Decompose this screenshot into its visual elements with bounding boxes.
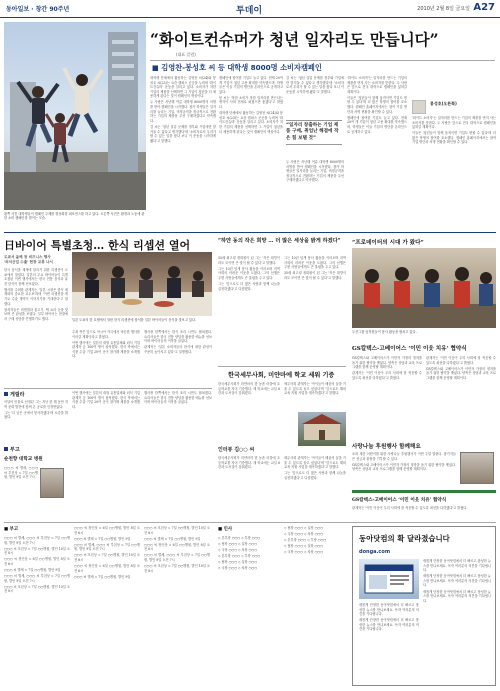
lead-byline: (대표 칼럼)	[176, 52, 196, 57]
story-paragraph: 한국세무사회가 미얀마의 한 농촌 마을에 초등학교를 지어 기증했다. 새 학교에는 교실 6칸과 도서실이 갖춰졌다.	[218, 456, 280, 470]
people-column	[4, 400, 68, 442]
people-paragraph: 그는 '더 낮은 곳에서 봉사하겠다'며 소감을 밝혔다.	[4, 410, 68, 420]
story-paragraph: 그는 '앞으로도 더 많은 사람과 함께 나눔을 실천하겠다'고 다짐했다.	[218, 281, 280, 291]
personnel-item: ◇ 본부장 ○○○ ◇ 부장 ○○○	[284, 538, 327, 543]
people-paragraph: 행사장 한쪽에서는 한식 조리 시연도 펼쳐졌다. 요리사들은 한국 전통 양념을 활용한 메뉴를 선보이며 바이어들의 이목을 끌었다.	[144, 391, 212, 405]
hansik-photo	[72, 252, 212, 316]
listing-item: ○○○ 씨 장인상 = 6일 ○○병원, 발인 8일 오전 6시	[144, 542, 210, 552]
personnel-item: ◇ 팀장 ○○○ ◇ 실장 ○○○	[284, 526, 323, 530]
bottom-head-left: ■ 부고	[4, 527, 19, 532]
school-photo	[298, 412, 346, 446]
issue-date: 2010년 2월 8일 금요일	[417, 6, 470, 12]
listing-item: ○○○ 씨 별세 = 7일 ○○병원, 발인 9일	[74, 536, 131, 541]
section-divider	[4, 232, 496, 233]
people-column-2	[72, 391, 140, 442]
listing-item: ○○○ 씨 별세, ○○○ 씨 부친상 = 7일 ○○병원, 발인 9일 오전 7시	[144, 553, 210, 563]
mid-lower-headline: 인터뷰 김○○ 씨	[218, 447, 255, 453]
lead-column-3	[286, 76, 344, 118]
story-paragraph: 세무사회 관계자는 '아이들이 배움의 꿈을 키울 수 있도록 돕고 싶었다'며 '앞으로도 해외 교육 지원 사업을 계속하겠다'고 말했다.	[284, 456, 346, 470]
right-story-photo	[352, 248, 496, 328]
gs-paragraph: 관계자는 '이민 이웃이 우리 사회에 잘 적응할 수 있도록 최선을 다하겠다'고 밝혔다.	[426, 356, 496, 365]
mini-portrait	[412, 100, 426, 114]
lead-side-paragraph: 이들은 '청년들이 함께 움직이면 기업도 변할 수 있다'며 더 많은 학생의 참여를 호소했다. 캠페인 홈페이지에서는 참여 기업 명단과 서명 현황을 확인할 수 있다.	[412, 131, 496, 145]
lead-column-1	[150, 76, 216, 226]
story-paragraph: 35세 최고령 정회원이 된 그는 '작은 희망이라도 모이면 큰 빛이 될 수 있다'고 말했다.	[284, 271, 346, 280]
story-headline-1: “하얀 동의 작은 희망 … 더 많은 세상을 밝게 하겠다”	[218, 238, 341, 244]
promo-paragraph: 관계자는 '이민 이웃이 우리 사회에 잘 적응할 수 있도록 최선을 다하겠다'고 밝혔다.	[352, 506, 468, 510]
people-box-title	[4, 391, 25, 398]
right-story-headline: “프로데이터의 시대 가 왔다”	[352, 240, 424, 246]
lead-column-5	[412, 116, 496, 226]
bottom-head-right: ■ 인사	[218, 527, 233, 532]
story-2-column-b	[284, 382, 346, 412]
personnel-item: ◇ 본부장 ○○○ ◇ 부장 ○○○	[218, 554, 261, 559]
lead-side-paragraph: 이들은 '청년들이 함께 움직이면 기업도 변할 수 있다'며 더 많은 학생의 참여를 호소했다. 캠페인 홈페이지에서는 참여 기업 명단과 서명 현황을 확인할 수 있다.	[347, 95, 407, 114]
society-portrait	[460, 452, 494, 484]
ad-paragraph: 새롭게 단장한 동아닷컴에서 더 빠르고 풍성한 뉴스를 만나보세요. 독자 여러분의 의견을 기다립니다.	[359, 618, 419, 632]
people-box-label: 게릴라	[10, 392, 25, 398]
lead-paragraph: 두 사람은 지난해 여름 대학생 8000명의 서명을 받아 캠페인을 시작했다. 참가 학생들은 일자리를 늘리는 기업, 비정규직을 정규직으로 전환하는 기업의 제품을 우선 구매하겠다고 약속했다.	[286, 160, 344, 183]
society-text	[352, 452, 456, 486]
section-title: 투데이	[236, 6, 263, 16]
donga-ad-box[interactable]	[352, 526, 496, 686]
listing-item: ○○○ 씨 별세, ○○○ 씨 부친상 = 7일 ○○병원, 발인 9일 오전 7시	[74, 542, 140, 552]
paper-name: 동아일보 · 창간 90주년	[6, 6, 70, 13]
lead-paragraph: 김 씨는 '청년 실업 문제를 정부와 기업에만 맡겨둘 수 없다고 생각했다'며 '소비자로서 우리가 할 수 있는 일을 찾다 보니 이 운동을 시작하게 됐다'고 말했다.	[150, 124, 216, 143]
obituary-label: 부고	[10, 447, 20, 453]
society-paragraph: GS칼텍스와 고베이어스가 이민자 가정의 정착을 돕기 위한 협약을 맺었다. 양측은 상담과 교육 프로그램을 함께 운영할 계획이다.	[352, 462, 456, 472]
listing-item: ○○○ 씨 장인상 = 6일 ○○병원, 발인 8일 오전 6시	[74, 564, 140, 573]
lead-paragraph: 봉 씨는 '착한 소비가 착한 일자리를 만든다는 생각이 사회 전체로 퍼졌으면 좋겠다'고 밝혔다.	[219, 95, 283, 110]
personnel-item: ◇ 국장 ○○○ ◇ 차장 ○○○	[218, 548, 257, 553]
lead-side-paragraph: '화이트 소비자'는 일자리를 만드는 기업의 제품을 먼저 사는 소비자를 뜻한다. 두 사람은 앞으로 전국 대학으로 캠페인을 넓혀갈 계획이다.	[412, 116, 496, 130]
hansik-paragraph: 주최 측은 앞으로 아시아 각국에서 비슷한 행사를 이어갈 계획이라고 밝혔다.	[72, 330, 140, 339]
listing-item: ○○○ 씨 별세, ○○○ 씨 부친상 = 7일 ○○병원, 발인 9일 오전 7시	[4, 536, 70, 545]
lead-paragraph: 두 사람은 지난해 여름 대학생 8000명의 서명을 받아 캠페인을 시작했다. 참가 학생들은 일자리를 늘리는 기업, 비정규직을 정규직으로 전환하는 기업의 제품을 우선 구매하겠다고 약속했다.	[150, 100, 216, 123]
story-paragraph: 한국세무사회가 미얀마의 한 농촌 마을에 초등학교를 지어 기증했다. 새 학교에는 교실 6칸과 도서실이 갖춰졌다.	[218, 382, 280, 396]
personnel-item: ◇ 팀장 ○○○ ◇ 실장 ○○○	[218, 542, 257, 547]
obituary-title	[4, 446, 20, 453]
ad-url[interactable]: donga.com	[359, 549, 391, 555]
bottom-divider	[4, 522, 496, 523]
society-headline: 사랑나눔 후원행사 함께해요	[352, 444, 421, 450]
lead-paragraph: 대학생 단체에서 활동하는 김영찬 씨(24)와 봉성호 씨(23)는 요즘 캠퍼스 곳곳을 누비며 '화이트컨슈머' 운동을 알리고 있다. 소비자가 착한 기업의 제품을 선택하면 그 기업이 청년을 더 채용하게 된다는 것이 캠페인의 핵심이다.	[219, 111, 283, 134]
ad-paragraph: 새롭게 단장한 동아닷컴에서 더 빠르고 풍성한 뉴스를 만나보세요. 독자 여러분의 의견을 기다립니다.	[359, 603, 419, 617]
story-1-column-a	[218, 256, 280, 362]
personnel-item: ◇ 팀장 ○○○ ◇ 실장 ○○○	[284, 544, 323, 549]
lead-paragraph: 캠페인에 참여한 기업도 늘고 있다. 현재 20여 개 기업이 청년 고용 확대를 약속했으며, 학생들은 이들 기업의 명단을 온라인으로 공개하고 있다.	[347, 115, 407, 134]
page-number: A27	[473, 2, 495, 13]
side-portrait-label: 봉성호(오른쪽)	[430, 101, 457, 106]
story-1-column-b	[284, 256, 346, 362]
bullet-square-icon	[4, 392, 8, 396]
gs-paragraph: GS칼텍스와 고베이어스가 이민자 가정의 정착을 돕기 위한 협약을 맺었다. 양측은 상담과 교육 프로그램을 함께 운영할 계획이다.	[352, 356, 422, 370]
personnel-item: ◇ 본부장 ○○○ ◇ 부장 ○○○	[218, 536, 261, 540]
bottom-column-4	[218, 536, 280, 686]
bottom-column-5	[284, 526, 346, 686]
lead-paragraph: 캠페인에 참여한 기업도 늘고 있다. 현재 20여 개 기업이 청년 고용 확대를 약속했으며, 학생들은 이들 기업의 명단을 온라인으로 공개하고 있다.	[219, 76, 283, 94]
obituary-portrait	[40, 468, 64, 498]
masthead	[0, 0, 500, 18]
personnel-item: ◇ 국장 ○○○ ◇ 차장 ○○○	[284, 532, 323, 537]
hansik-paragraph: 행사를 주최한 관계자는 '일본 시장은 한식 세계화의 중요한 교두보'라며 '이번 리셉션을 계기로 수출 계약이 이어지기를 기대한다'고 말했다.	[4, 287, 68, 306]
gs-column-a	[352, 356, 422, 436]
right-story-photo-caption: 두산그룹 임직원들이 봉사 활동을 펼치고 있다.	[352, 330, 417, 334]
lead-side-paragraph: '화이트 소비자'는 일자리를 만드는 기업의 제품을 먼저 사는 소비자를 뜻한다. 두 사람은 앞으로 전국 대학으로 캠페인을 넓혀갈 계획이다.	[347, 76, 407, 94]
hansik-column-1	[4, 268, 68, 383]
people-column-3	[144, 391, 212, 442]
listing-item: ○○○ 씨 모친상 = 7일 ○○병원, 발인 10일 오전 8시	[74, 553, 140, 563]
gs-paragraph: 관계자는 '이민 이웃이 우리 사회에 잘 적응할 수 있도록 최선을 다하겠다'고 밝혔다.	[352, 371, 422, 380]
story-paragraph: 35세 최고령 정회원이 된 그는 '작은 희망이라도 모이면 큰 빛이 될 수 있다'고 말했다.	[218, 256, 280, 265]
ad-paragraph: 새롭게 단장한 동아닷컴에서 더 빠르고 풍성한 뉴스를 만나보세요. 독자 여러분의 의견을 기다립니다.	[423, 574, 491, 588]
hansik-column-2	[72, 330, 140, 383]
listing-item: ○○○ 씨 모친상 = 7일 ○○병원, 발인 10일 오전 8시	[144, 526, 210, 535]
hansik-headline: 日바이어 특별초청… 한식 리셉션 열어	[4, 239, 191, 252]
hansik-paragraph: 행사장 한쪽에서는 한식 조리 시연도 펼쳐졌다. 요리사들은 한국 전통 양념을 활용한 메뉴를 선보이며 바이어들의 이목을 끌었다.	[144, 330, 212, 344]
lead-photo	[4, 22, 146, 210]
bullet-square-icon	[4, 447, 8, 451]
story-paragraph: 그는 10년 넘게 봉사 활동을 이어오며 지역 사회의 어려운 이웃을 도왔다. 그의 선행은 주변 사람들에게도 큰 울림을 주고 있다.	[284, 256, 346, 270]
promo-text	[352, 506, 496, 520]
hansik-paragraph: 관계자는 '일본 소비자들의 한식에 대한 관심이 꾸준히 높아지고 있다'고 설명했다.	[144, 345, 212, 354]
personnel-item: ◇ 팀장 ○○○ ◇ 실장 ○○○	[218, 560, 257, 565]
lead-column-3b	[286, 160, 344, 226]
personnel-item: ◇ 국장 ○○○ ◇ 차장 ○○○	[218, 566, 257, 571]
gs-paragraph: GS칼텍스와 고베이어스가 이민자 가정의 정착을 돕기 위한 협약을 맺었다. 양측은 상담과 교육 프로그램을 함께 운영할 계획이다.	[426, 366, 496, 380]
listing-item: ○○○ 씨 별세, ○○○ 씨 부친상 = 7일 ○○병원, 발인 9일 오전 7시	[4, 574, 70, 583]
mid-lower-column-a	[218, 456, 280, 520]
hansik-paragraph: 이번 행사에는 일본의 대형 유통업체와 외식 기업 관계자 등 100여 명이 참석했다. 한국 측에서는 식품 수출 기업 20여 곳이 참가해 제품을 소개했다.	[72, 340, 140, 359]
lead-photo-caption: 왼쪽 사진 대학생들이 캠페인 주제를 형상화한 퍼포먼스를 하고 있다. 오른쪽 사진은 환경과 노동에 관한 소비 캠페인을 벌이는 모습.	[4, 212, 145, 221]
obituary-headline: 순천향 대학교 병원	[4, 457, 43, 462]
ad-paragraph: 새롭게 단장한 동아닷컴에서 더 빠르고 풍성한 뉴스를 만나보세요. 독자 여러분의 의견을 기다립니다.	[423, 589, 491, 603]
ad-headline: 동아닷컴의 확 달라졌습니다	[359, 534, 450, 543]
story-divider	[218, 366, 346, 367]
mid-lower-column-b	[284, 456, 346, 520]
listing-item: ○○○ 씨 별세 = 7일 ○○병원, 발인 9일	[74, 574, 131, 579]
lead-pullquote: “일자리 창출하는 기업 제품 구매, 취업난 해결에 작은 힘 보탤 것”	[286, 120, 342, 145]
listing-item: ○○○ 씨 모친상 = 7일 ○○병원, 발인 10일 오전 8시	[4, 584, 70, 594]
hansik-photo-caption: 일본 도쿄의 한 호텔에서 열린 한식 리셉션에 참석한 일본 바이어들이 음식을 맛보고 있다.	[72, 318, 197, 322]
gs-column-b	[426, 356, 496, 436]
listing-item: ○○○ 씨 모친상 = 7일 ○○병원, 발인 10일 오전 8시	[4, 546, 70, 556]
story-paragraph: 그는 10년 넘게 봉사 활동을 이어오며 지역 사회의 어려운 이웃을 도왔다. 그의 선행은 주변 사람들에게도 큰 울림을 주고 있다.	[218, 266, 280, 280]
hansik-paragraph: 한국 음식을 세계에 알리기 위한 리셉션이 도쿄에서 열렸다. 일본의 주요 바이어들이 특별 초청된 이번 행사에서는 한국 전통 음식과 퓨전 한식이 함께 선보였다.	[4, 268, 68, 286]
hansik-paragraph: 참석자들은 비빔밥과 불고기, 떡 요리 등을 맛보며 큰 관심을 보였다. 일부 바이어는 현장에서 구매 상담을 진행하기도 했다.	[4, 307, 68, 321]
hansik-column-3	[144, 330, 212, 383]
obituary-paragraph: ○○○ 씨 별세, ○○○ 씨 부친상 = 7일 ○○병원, 발인 9일 오전 7시	[4, 466, 38, 480]
row-divider	[4, 388, 212, 389]
lead-paragraph: 대학생 단체에서 활동하는 김영찬 씨(24)와 봉성호 씨(23)는 요즘 캠퍼스 곳곳을 누비며 '화이트컨슈머' 운동을 알리고 있다. 소비자가 착한 기업의 제품을 선택하면 그 기업이 청년을 더 채용하게 된다는 것이 캠페인의 핵심이다.	[150, 76, 216, 99]
lead-subhead: ■ 김영찬-봉성호 씨 등 대학생 8000명 소비자캠페인	[152, 63, 322, 72]
hansik-subheadline: 도쿄서 올해 첫 비즈니스 행사 '외식산업 수출' 현장 교류 나서	[4, 255, 53, 264]
bottom-column-2	[74, 526, 140, 686]
ad-text-2	[359, 603, 419, 683]
lead-rule	[150, 60, 495, 61]
promo-strip	[352, 490, 496, 493]
story-paragraph: 그는 '앞으로도 더 많은 사람과 함께 나눔을 실천하겠다'고 다짐했다.	[284, 471, 346, 480]
story-2-column-a	[218, 382, 280, 436]
society-paragraph: 소외 계층 어린이를 위한 사랑나눔 후원행사가 이번 주말 열린다. 참가자들은 성금과 물품을 기부할 수 있다.	[352, 452, 456, 461]
ad-image	[359, 559, 419, 599]
ad-text	[423, 559, 491, 683]
obituary-text	[4, 466, 38, 522]
bottom-column-3	[144, 526, 210, 686]
listing-item: ○○○ 씨 별세 = 7일 ○○병원, 발인 9일	[4, 568, 61, 573]
story-headline-2: 한국세무사회, 미얀마에 학교 세워 기증	[228, 372, 335, 379]
listing-item: ○○○ 씨 장인상 = 6일 ○○병원, 발인 8일 오전 6시	[4, 557, 70, 566]
lead-headline: “화이트컨슈머가 청년 일자리도 만듭니다”	[150, 30, 439, 49]
listing-item: ○○○ 씨 모친상 = 7일 ○○병원, 발인 10일 오전 8시	[144, 564, 210, 573]
gs-headline: GS칼텍스-고베이어스 ‘이민 이웃 치유’ 협약식	[352, 346, 467, 352]
ad-paragraph: 새롭게 단장한 동아닷컴에서 더 빠르고 풍성한 뉴스를 만나보세요. 독자 여러분의 의견을 기다립니다.	[423, 559, 491, 573]
lead-column-4	[347, 76, 407, 226]
bottom-column-1	[4, 536, 70, 686]
personnel-item: ◇ 국장 ○○○ ◇ 차장 ○○○	[284, 550, 323, 555]
listing-item: ○○○ 씨 장인상 = 6일 ○○병원, 발인 8일 오전 6시	[74, 526, 140, 535]
people-paragraph: 이달의 인물로 선정된 그는 지난 한 해 동안 지역 문화 발전에 힘써 온 공로를 인정받았다.	[4, 400, 68, 409]
story-paragraph: 세무사회 관계자는 '아이들이 배움의 꿈을 키울 수 있도록 돕고 싶었다'며 '앞으로도 해외 교육 지원 사업을 계속하겠다'고 말했다.	[284, 382, 346, 396]
lead-column-2	[219, 76, 283, 226]
promo-headline: GS칼텍스-고베이어스 ‘이민 이웃 치유’ 협약식	[352, 498, 447, 503]
lead-paragraph: 김 씨는 '청년 실업 문제를 정부와 기업에만 맡겨둘 수 없다고 생각했다'며 '소비자로서 우리가 할 수 있는 일을 찾다 보니 이 운동을 시작하게 됐다'고 말했다.	[286, 76, 344, 94]
people-paragraph: 이번 행사에는 일본의 대형 유통업체와 외식 기업 관계자 등 100여 명이 참석했다. 한국 측에서는 식품 수출 기업 20여 곳이 참가해 제품을 소개했다.	[72, 391, 140, 409]
listing-item: ○○○ 씨 별세 = 7일 ○○병원, 발인 9일	[144, 536, 201, 541]
